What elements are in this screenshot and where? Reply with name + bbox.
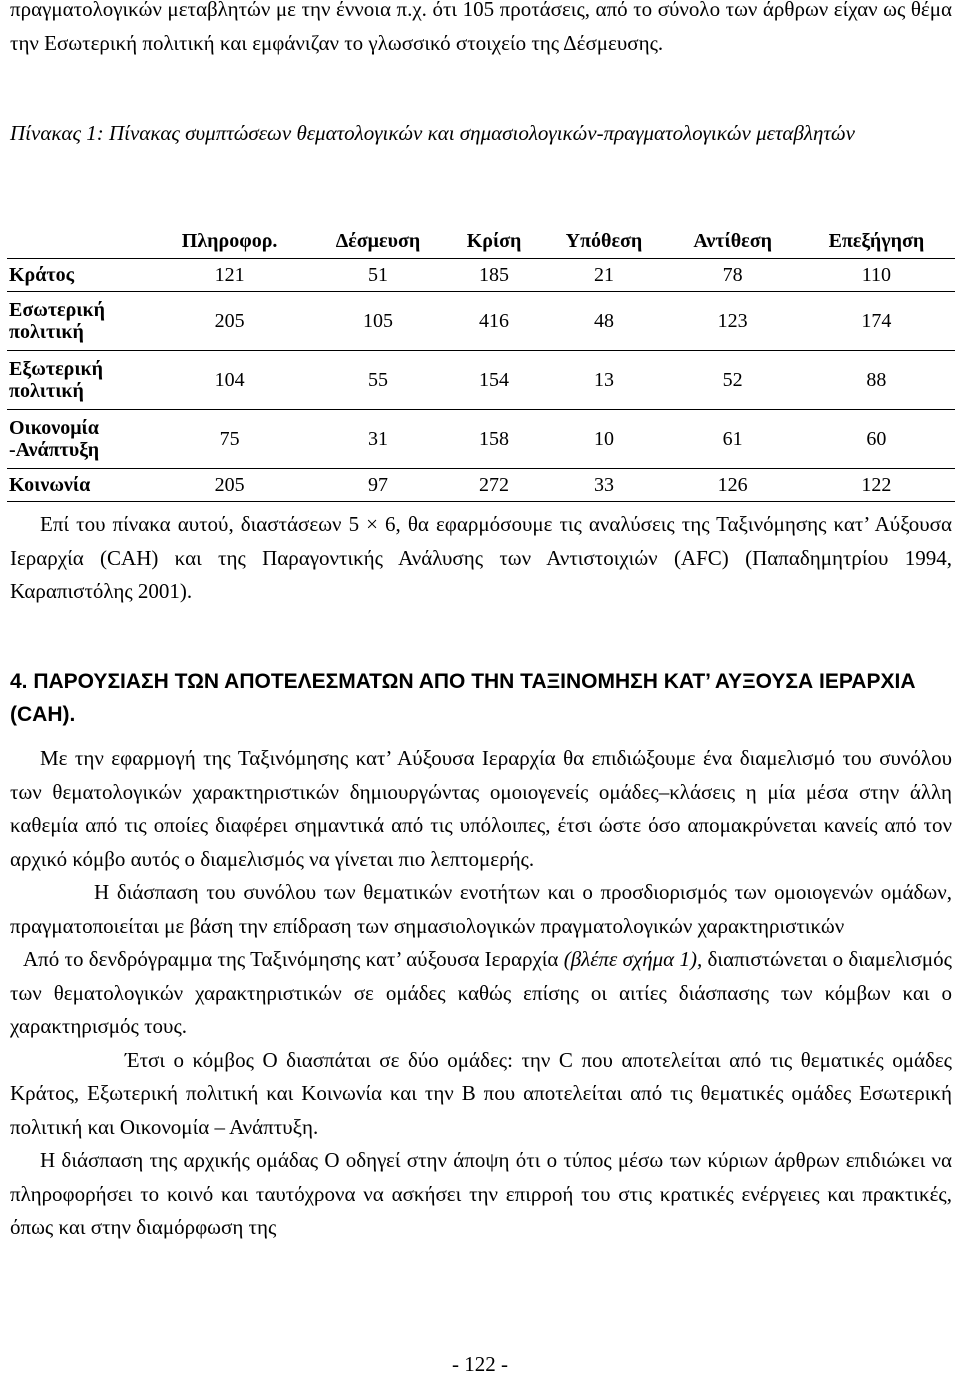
page-number: - 122 -	[452, 1352, 508, 1376]
table-header-row	[7, 224, 955, 259]
row-header	[7, 351, 151, 410]
body-paragraph: Έτσι ο κόμβος Ο διασπάται σε δύο ομάδες: την C που αποτελείται από τις θεματικές ομάδες Κράτος, Εξωτερική πολιτική και Κοινωνία και την Β που αποτελείται από τις θεματικές ομάδες Εσωτερική πολιτική και Οικονομία – Ανάπτυξη.	[10, 1047, 952, 1139]
analysis-text-after: , θα εφαρμόσουμε τις αναλύσεις της Ταξινόμησης κατ’ Αύξουσα Ιεραρχία (CAH) και της Παραγοντικής Ανάλυσης των Αντιστοιχιών (AFC) (Παπαδημητρίου 1994, Καραπιστόλης 2001).	[10, 512, 953, 603]
row-header: Κράτος	[7, 259, 151, 292]
column-header: Δέσμευση	[335, 229, 421, 252]
column-header: Αντίθεση	[693, 229, 772, 252]
body-text-span: διαπιστώνεται ο διαμελισμός των θεματολογικών χαρακτηριστικών σε ομάδες καθώς επίσης οι αιτίες διάσπασης των κόμβων και ο χαρακτηρισμός τους.	[10, 947, 952, 1038]
table-cell: 105	[308, 292, 448, 351]
body-text	[10, 742, 952, 1245]
table-caption-text: Πίνακας συμπτώσεων θεματολογικών και σημασιολογικών-πραγματολογικών μεταβλητών	[103, 121, 855, 145]
table-cell: 55	[308, 351, 448, 410]
table-cell: 185	[448, 259, 541, 292]
row-header-line: -Ανάπτυξη	[9, 439, 100, 461]
table-cell: 110	[798, 259, 955, 292]
table-cell: 104	[151, 351, 308, 410]
table-cell: 126	[668, 469, 798, 502]
table-row	[7, 351, 955, 410]
table-caption	[10, 117, 952, 151]
table-cell: 272	[448, 469, 541, 502]
table-cell: 154	[448, 351, 541, 410]
body-paragraph	[10, 943, 952, 1044]
row-header-line: Εσωτερική	[9, 299, 105, 321]
table-dimensions: 5 × 6	[348, 512, 396, 536]
body-paragraph: Η διάσπαση της αρχικής ομάδας Ο οδηγεί στην άποψη ότι ο τύπος μέσω των κύριων άρθρων επιδιώκει να πληροφορήσει το κοινό και ταυτόχρονα να ασκήσει την επιρροή του στις κρατικές ενέργειες και πρακτικές, όπως και στην διαμόρφωση της	[10, 1148, 952, 1239]
column-header: Πληροφορ.	[181, 229, 278, 252]
table-cell: 75	[151, 410, 308, 469]
table-cell: 52	[668, 351, 798, 410]
coincidence-table	[7, 224, 955, 502]
table-corner-cell	[7, 224, 151, 259]
table-cell: 48	[540, 292, 667, 351]
table-cell: 123	[668, 292, 798, 351]
figure-reference: (βλέπε σχήμα 1),	[563, 947, 703, 971]
table-cell: 33	[540, 469, 667, 502]
table-cell: 122	[798, 469, 955, 502]
body-paragraph: Η διάσπαση του συνόλου των θεματικών ενοτήτων και ο προσδιορισμός των ομοιογενών ομάδων, πραγματοποιείται με βάση την επίδραση των σημασιολογικών πραγματολογικών χαρακτηριστικών	[10, 880, 952, 938]
body-text-span: Από το δενδρόγραμμα της Ταξινόμησης κατ’ αύξουσα Ιεραρχία	[23, 947, 564, 971]
table-cell: 13	[540, 351, 667, 410]
body-paragraph: Με την εφαρμογή της Ταξινόμησης κατ’ Αύξουσα Ιεραρχία θα επιδιώξουμε ένα διαμελισμό του συνόλου των θεματολογικών χαρακτηριστικών δημιουργώντας ομοιογενείς ομάδες–κλάσεις η μία μέσα στην άλλη καθεμία από τις οποίες διαφέρει σημαντικά από τις υπόλοιπες, έτσι ώστε όσο απομακρύνεται κανείς από τον αρχικό κόμβο αυτός ο διαμελισμός να γίνεται πιο λεπτομερής.	[10, 746, 952, 871]
row-header	[7, 410, 151, 469]
table-cell: 97	[308, 469, 448, 502]
column-header: Κρίση	[466, 229, 522, 252]
section-heading: 4. ΠΑΡΟΥΣΙΑΣΗ ΤΩΝ ΑΠΟΤΕΛΕΣΜΑΤΩΝ ΑΠΟ ΤΗΝ ΤΑΞΙΝΟΜΗΣΗ ΚΑΤ’ ΑΥΞΟΥΣΑ ΙΕΡΑΡΧΙΑ (CAH).	[10, 670, 916, 727]
table-cell: 31	[308, 410, 448, 469]
table-cell: 416	[448, 292, 541, 351]
table-row	[7, 259, 955, 292]
table-row	[7, 469, 955, 502]
table-cell: 61	[668, 410, 798, 469]
table-row	[7, 410, 955, 469]
row-header: Κοινωνία	[7, 469, 151, 502]
analysis-text-before: Επί του πίνακα αυτού, διαστάσεων	[40, 512, 349, 536]
column-header: Υπόθεση	[565, 229, 643, 252]
row-header	[7, 292, 151, 351]
table-cell: 78	[668, 259, 798, 292]
table-cell: 205	[151, 292, 308, 351]
table-cell: 21	[540, 259, 667, 292]
row-header-line: Οικονομία	[9, 417, 99, 439]
table-row	[7, 292, 955, 351]
row-header-line: Εξωτερική	[9, 358, 104, 380]
table-caption-label: Πίνακας 1:	[10, 121, 104, 145]
analysis-paragraph	[10, 508, 952, 609]
table-cell: 10	[540, 410, 667, 469]
table-cell: 60	[798, 410, 955, 469]
table-cell: 51	[308, 259, 448, 292]
table-cell: 205	[151, 469, 308, 502]
table-cell: 88	[798, 351, 955, 410]
table-cell: 121	[151, 259, 308, 292]
table-cell: 158	[448, 410, 541, 469]
intro-paragraph: πραγματολογικών μεταβλητών με την έννοια π.χ. ότι 105 προτάσεις, από το σύνολο των άρθρων είχαν ως θέμα την Εσωτερική πολιτική και εμφάνιζαν το γλωσσικό στοιχείο της Δέσμευσης.	[10, 0, 952, 55]
row-header-line: πολιτική	[9, 321, 84, 343]
table-cell: 174	[798, 292, 955, 351]
row-header-line: πολιτική	[9, 380, 84, 402]
column-header: Επεξήγηση	[828, 229, 925, 252]
